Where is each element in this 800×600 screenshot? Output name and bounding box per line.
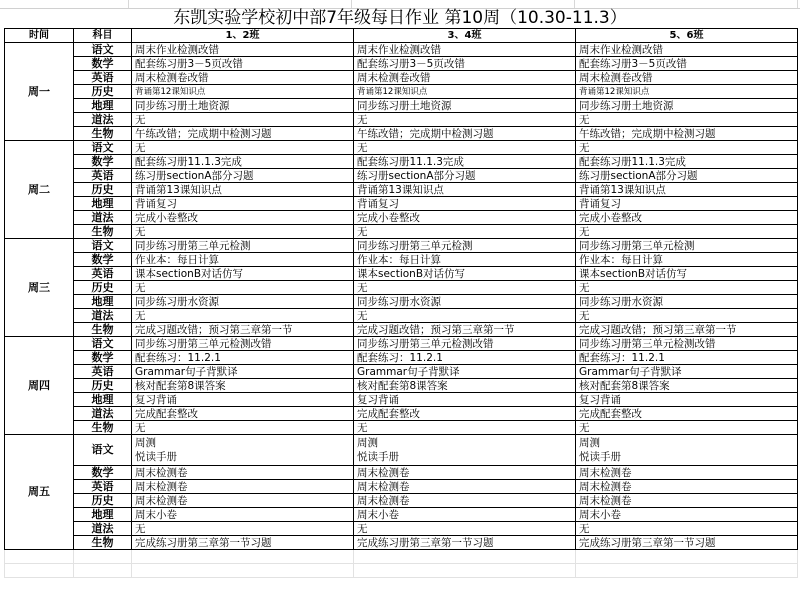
- table-row: [5, 337, 798, 351]
- homework-cell[interactable]: 同步练习册水资源: [576, 295, 798, 309]
- subject-cell[interactable]: 历史: [74, 85, 132, 99]
- homework-cell[interactable]: 无: [576, 113, 798, 127]
- homework-cell[interactable]: 课本sectionB对话仿写: [354, 267, 576, 281]
- table-row: [5, 365, 798, 379]
- homework-cell[interactable]: 周末检测卷: [354, 494, 576, 508]
- homework-cell[interactable]: 无: [132, 141, 354, 155]
- table-row: [5, 309, 798, 323]
- homework-cell[interactable]: [354, 435, 576, 466]
- homework-cell[interactable]: 背诵第13课知识点: [576, 183, 798, 197]
- subject-cell[interactable]: 数学: [74, 466, 132, 480]
- homework-cell[interactable]: 背诵第13课知识点: [354, 183, 576, 197]
- homework-cell[interactable]: 无: [132, 281, 354, 295]
- empty-cell[interactable]: [5, 564, 74, 578]
- subject-cell[interactable]: 道法: [74, 522, 132, 536]
- subject-cell[interactable]: 历史: [74, 281, 132, 295]
- table-row: [5, 267, 798, 281]
- table-row: [5, 239, 798, 253]
- header-time: 时间: [5, 29, 74, 43]
- subject-cell[interactable]: 英语: [74, 169, 132, 183]
- subject-cell[interactable]: 英语: [74, 480, 132, 494]
- subject-cell[interactable]: 英语: [74, 365, 132, 379]
- table-row: [5, 141, 798, 155]
- homework-cell[interactable]: 无: [354, 225, 576, 239]
- homework-cell[interactable]: 完成小卷整改: [576, 211, 798, 225]
- homework-cell[interactable]: 周末检测卷改错: [354, 71, 576, 85]
- homework-cell[interactable]: 完成习题改错；预习第三章第一节: [132, 323, 354, 337]
- homework-cell[interactable]: 同步练习册第三单元检测: [576, 239, 798, 253]
- homework-cell[interactable]: 无: [132, 309, 354, 323]
- homework-cell[interactable]: 同步练习册土地资源: [576, 99, 798, 113]
- homework-cell[interactable]: 无: [354, 113, 576, 127]
- homework-cell[interactable]: 同步练习册第三单元检测改错: [132, 337, 354, 351]
- homework-cell[interactable]: 周末检测卷: [132, 480, 354, 494]
- homework-cell[interactable]: 周末作业检测改错: [132, 43, 354, 57]
- empty-cell[interactable]: [74, 550, 132, 564]
- empty-cell[interactable]: [576, 550, 798, 564]
- homework-cell[interactable]: 周末检测卷改错: [132, 71, 354, 85]
- subject-cell[interactable]: 语文: [74, 141, 132, 155]
- header-class-5-6: 5、6班: [576, 29, 798, 43]
- header-class-1-2: 1、2班: [132, 29, 354, 43]
- subject-cell[interactable]: 地理: [74, 295, 132, 309]
- homework-cell[interactable]: 无: [576, 281, 798, 295]
- homework-cell[interactable]: 完成练习册第三章第一节习题: [354, 536, 576, 550]
- table-row: [5, 197, 798, 211]
- homework-cell[interactable]: 周末检测卷: [576, 494, 798, 508]
- subject-cell[interactable]: 道法: [74, 211, 132, 225]
- table-row: [5, 466, 798, 480]
- sheet-title: 东凯实验学校初中部7年级每日作业 第10周（10.30-11.3）: [173, 8, 627, 28]
- table-row: [5, 536, 798, 550]
- homework-cell[interactable]: 完成配套整改: [132, 407, 354, 421]
- homework-cell[interactable]: 课本sectionB对话仿写: [132, 267, 354, 281]
- homework-cell[interactable]: 作业本：每日计算: [354, 253, 576, 267]
- homework-line: 悦读手册: [579, 451, 621, 463]
- empty-row: [5, 550, 798, 564]
- homework-cell[interactable]: 配套练习：11.2.1: [132, 351, 354, 365]
- subject-cell[interactable]: 数学: [74, 155, 132, 169]
- empty-cell[interactable]: [576, 564, 798, 578]
- subject-cell[interactable]: 地理: [74, 508, 132, 522]
- homework-cell[interactable]: 无: [576, 421, 798, 435]
- subject-cell[interactable]: 语文: [74, 239, 132, 253]
- homework-cell[interactable]: 无: [354, 141, 576, 155]
- table-row: [5, 522, 798, 536]
- subject-cell[interactable]: 地理: [74, 393, 132, 407]
- header-subject: 科目: [74, 29, 132, 43]
- homework-cell[interactable]: 背诵第12课知识点: [354, 85, 576, 99]
- homework-cell[interactable]: 周末作业检测改错: [354, 43, 576, 57]
- homework-cell[interactable]: 无: [354, 281, 576, 295]
- homework-cell[interactable]: 周末检测卷: [354, 466, 576, 480]
- table-row: [5, 379, 798, 393]
- empty-cell[interactable]: [354, 550, 576, 564]
- empty-cell[interactable]: [132, 550, 354, 564]
- table-row: [5, 43, 798, 57]
- subject-cell[interactable]: 英语: [74, 71, 132, 85]
- homework-cell[interactable]: 练习册sectionA部分习题: [576, 169, 798, 183]
- homework-cell[interactable]: 背诵第12课知识点: [132, 85, 354, 99]
- homework-cell[interactable]: 核对配套第8课答案: [576, 379, 798, 393]
- homework-cell[interactable]: 作业本：每日计算: [132, 253, 354, 267]
- table-row: [5, 351, 798, 365]
- subject-cell[interactable]: 历史: [74, 183, 132, 197]
- homework-table: [4, 28, 798, 578]
- homework-cell[interactable]: 无: [354, 421, 576, 435]
- homework-cell[interactable]: 复习背诵: [576, 393, 798, 407]
- homework-cell[interactable]: Grammar句子背默译: [576, 365, 798, 379]
- homework-cell[interactable]: 周末检测卷: [132, 494, 354, 508]
- table-row: [5, 127, 798, 141]
- homework-cell[interactable]: 配套练习册11.1.3完成: [576, 155, 798, 169]
- homework-cell[interactable]: 同步练习册土地资源: [354, 99, 576, 113]
- homework-cell[interactable]: 核对配套第8课答案: [132, 379, 354, 393]
- homework-cell[interactable]: 周末检测卷: [576, 480, 798, 494]
- homework-cell[interactable]: 同步练习册水资源: [354, 295, 576, 309]
- table-row: [5, 225, 798, 239]
- table-row: [5, 155, 798, 169]
- homework-cell[interactable]: 同步练习册土地资源: [132, 99, 354, 113]
- table-row: [5, 494, 798, 508]
- homework-cell[interactable]: 无: [576, 225, 798, 239]
- table-row: [5, 85, 798, 99]
- homework-cell[interactable]: 练习册sectionA部分习题: [354, 169, 576, 183]
- table-row: [5, 113, 798, 127]
- subject-cell[interactable]: 语文: [74, 435, 132, 466]
- day-cell[interactable]: 周五: [5, 435, 74, 550]
- subject-cell[interactable]: 语文: [74, 337, 132, 351]
- homework-cell[interactable]: 完成练习册第三章第一节习题: [576, 536, 798, 550]
- table-row: [5, 183, 798, 197]
- empty-row: [5, 564, 798, 578]
- homework-line: 周测: [135, 437, 156, 449]
- table-row: [5, 99, 798, 113]
- homework-cell[interactable]: 无: [132, 522, 354, 536]
- homework-cell[interactable]: 背诵复习: [354, 197, 576, 211]
- empty-cell[interactable]: [132, 564, 354, 578]
- homework-line: 悦读手册: [135, 451, 177, 463]
- homework-cell[interactable]: 配套练习册3－5页改错: [576, 57, 798, 71]
- homework-cell[interactable]: 练习册sectionA部分习题: [132, 169, 354, 183]
- homework-cell[interactable]: 周末检测卷: [576, 466, 798, 480]
- homework-cell[interactable]: 周末小卷: [576, 508, 798, 522]
- homework-cell[interactable]: 周末检测卷改错: [576, 71, 798, 85]
- homework-cell[interactable]: 午练改错；完成期中检测习题: [576, 127, 798, 141]
- subject-cell[interactable]: 数学: [74, 351, 132, 365]
- homework-cell[interactable]: 周末作业检测改错: [576, 43, 798, 57]
- homework-cell[interactable]: 无: [576, 522, 798, 536]
- homework-cell[interactable]: 背诵复习: [576, 197, 798, 211]
- homework-cell[interactable]: 配套练习册3－5页改错: [132, 57, 354, 71]
- table-row: [5, 71, 798, 85]
- subject-cell[interactable]: 数学: [74, 253, 132, 267]
- day-cell[interactable]: 周三: [5, 239, 74, 337]
- homework-cell[interactable]: 配套练习册3－5页改错: [354, 57, 576, 71]
- homework-cell[interactable]: 复习背诵: [132, 393, 354, 407]
- homework-cell[interactable]: 同步练习册水资源: [132, 295, 354, 309]
- homework-cell[interactable]: 同步练习册第三单元检测: [132, 239, 354, 253]
- homework-cell[interactable]: 配套练习册11.1.3完成: [354, 155, 576, 169]
- homework-cell[interactable]: 背诵第13课知识点: [132, 183, 354, 197]
- table-row: [5, 435, 798, 466]
- subject-cell[interactable]: 数学: [74, 57, 132, 71]
- homework-cell[interactable]: 午练改错；完成期中检测习题: [132, 127, 354, 141]
- subject-cell[interactable]: 生物: [74, 127, 132, 141]
- homework-cell[interactable]: Grammar句子背默译: [354, 365, 576, 379]
- homework-line: 悦读手册: [357, 451, 399, 463]
- table-row: [5, 57, 798, 71]
- empty-cell[interactable]: [74, 564, 132, 578]
- homework-cell[interactable]: 无: [132, 421, 354, 435]
- table-row: [5, 407, 798, 421]
- homework-cell[interactable]: 周末小卷: [132, 508, 354, 522]
- homework-cell[interactable]: Grammar句子背默译: [132, 365, 354, 379]
- homework-cell[interactable]: 课本sectionB对话仿写: [576, 267, 798, 281]
- homework-cell[interactable]: 无: [576, 309, 798, 323]
- header-class-3-4: 3、4班: [354, 29, 576, 43]
- day-cell[interactable]: 周一: [5, 43, 74, 141]
- homework-cell[interactable]: 无: [354, 309, 576, 323]
- homework-cell[interactable]: 同步练习册第三单元检测改错: [576, 337, 798, 351]
- subject-cell[interactable]: 语文: [74, 43, 132, 57]
- homework-cell[interactable]: 无: [576, 141, 798, 155]
- table-row: [5, 323, 798, 337]
- table-row: [5, 169, 798, 183]
- homework-cell[interactable]: 同步练习册第三单元检测改错: [354, 337, 576, 351]
- subject-cell[interactable]: 生物: [74, 225, 132, 239]
- homework-cell[interactable]: 无: [132, 113, 354, 127]
- homework-cell[interactable]: 周末检测卷: [354, 480, 576, 494]
- homework-cell[interactable]: 背诵复习: [132, 197, 354, 211]
- subject-cell[interactable]: 生物: [74, 536, 132, 550]
- homework-cell[interactable]: 周末检测卷: [132, 466, 354, 480]
- homework-cell[interactable]: 无: [132, 225, 354, 239]
- homework-cell[interactable]: 复习背诵: [354, 393, 576, 407]
- homework-cell[interactable]: 完成小卷整改: [354, 211, 576, 225]
- day-cell[interactable]: 周二: [5, 141, 74, 239]
- homework-cell[interactable]: 背诵第12课知识点: [576, 85, 798, 99]
- homework-cell[interactable]: [132, 435, 354, 466]
- homework-cell[interactable]: 周末小卷: [354, 508, 576, 522]
- homework-cell[interactable]: 完成练习册第三章第一节习题: [132, 536, 354, 550]
- homework-cell[interactable]: 核对配套第8课答案: [354, 379, 576, 393]
- empty-cell[interactable]: [354, 564, 576, 578]
- homework-cell[interactable]: [576, 435, 798, 466]
- homework-cell[interactable]: 完成配套整改: [354, 407, 576, 421]
- subject-cell[interactable]: 地理: [74, 99, 132, 113]
- homework-line: 周测: [357, 437, 378, 449]
- homework-cell[interactable]: 配套练习册11.1.3完成: [132, 155, 354, 169]
- table-row: [5, 508, 798, 522]
- subject-cell[interactable]: 道法: [74, 113, 132, 127]
- homework-cell[interactable]: 完成习题改错；预习第三章第一节: [576, 323, 798, 337]
- table-row: [5, 421, 798, 435]
- homework-cell[interactable]: 配套练习：11.2.1: [576, 351, 798, 365]
- homework-cell[interactable]: 作业本：每日计算: [576, 253, 798, 267]
- homework-line: 周测: [579, 437, 600, 449]
- table-row: [5, 295, 798, 309]
- header-row: [5, 29, 798, 43]
- subject-cell[interactable]: 地理: [74, 197, 132, 211]
- table-row: [5, 211, 798, 225]
- table-row: [5, 281, 798, 295]
- day-cell[interactable]: 周四: [5, 337, 74, 435]
- subject-cell[interactable]: 生物: [74, 323, 132, 337]
- subject-cell[interactable]: 生物: [74, 421, 132, 435]
- subject-cell[interactable]: 道法: [74, 309, 132, 323]
- table-row: [5, 253, 798, 267]
- subject-cell[interactable]: 历史: [74, 379, 132, 393]
- homework-cell[interactable]: 午练改错；完成期中检测习题: [354, 127, 576, 141]
- homework-cell[interactable]: 同步练习册第三单元检测: [354, 239, 576, 253]
- subject-cell[interactable]: 道法: [74, 407, 132, 421]
- homework-cell[interactable]: 配套练习：11.2.1: [354, 351, 576, 365]
- table-row: [5, 480, 798, 494]
- homework-cell[interactable]: 完成配套整改: [576, 407, 798, 421]
- table-row: [5, 393, 798, 407]
- homework-cell[interactable]: 无: [354, 522, 576, 536]
- homework-cell[interactable]: 完成小卷整改: [132, 211, 354, 225]
- subject-cell[interactable]: 英语: [74, 267, 132, 281]
- subject-cell[interactable]: 历史: [74, 494, 132, 508]
- homework-cell[interactable]: 完成习题改错；预习第三章第一节: [354, 323, 576, 337]
- empty-cell[interactable]: [5, 550, 74, 564]
